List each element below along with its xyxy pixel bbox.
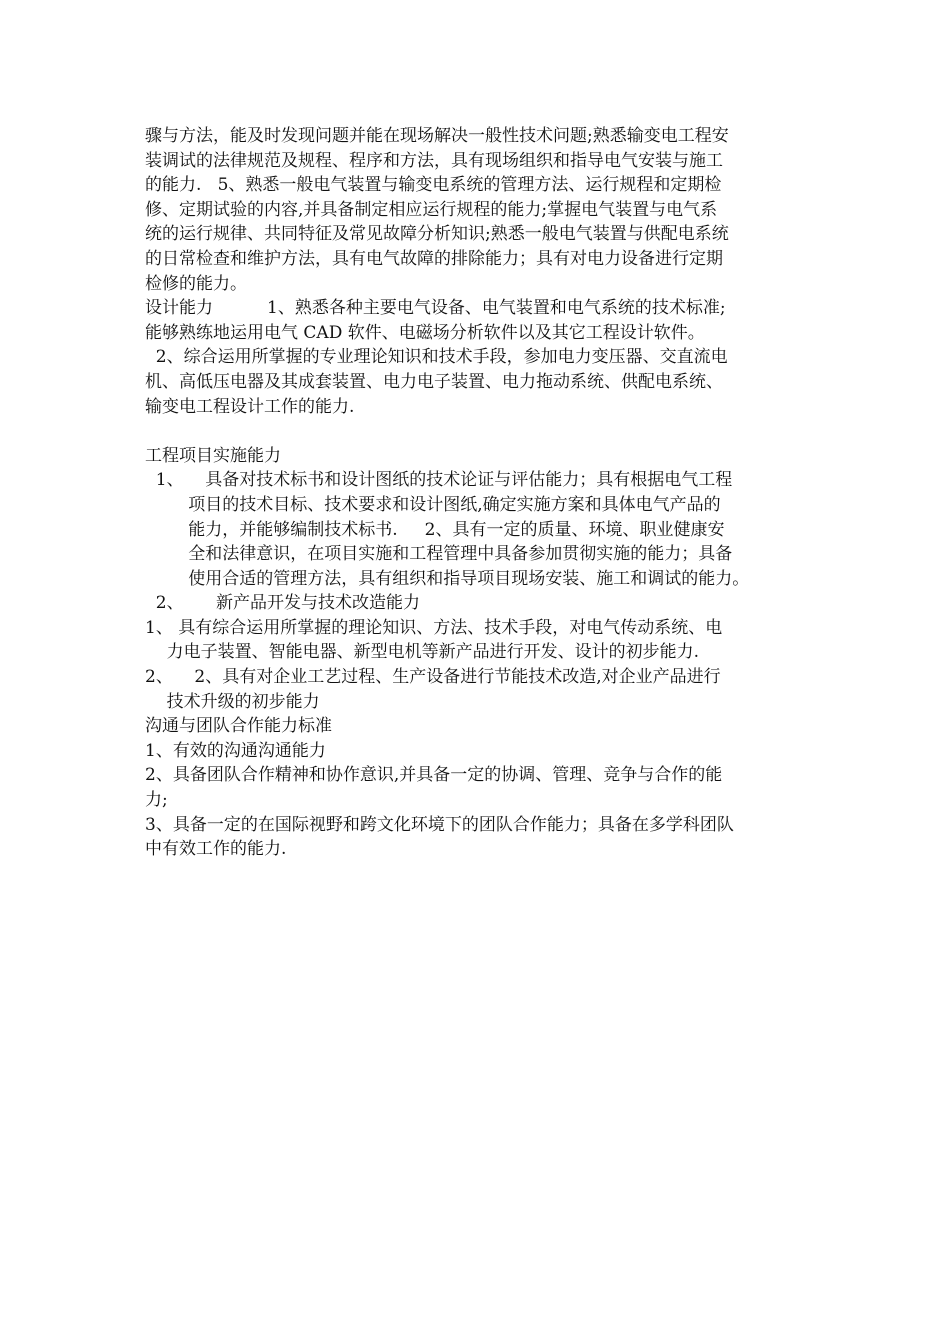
text-line: 2、具备团队合作精神和协作意识,并具备一定的协调、管理、竞争与合作的能 <box>145 765 723 786</box>
section-heading: 工程项目实施能力 <box>145 445 281 466</box>
teamwork-section <box>145 714 810 862</box>
text-line: 中有效工作的能力. <box>145 839 287 860</box>
text-line: 装调试的法律规范及规程、程序和方法，具有现场组织和指导电气安装与施工 <box>145 150 723 171</box>
text-line: 3、具备一定的在国际视野和跨文化环境下的团队合作能力；具备在多学科团队 <box>145 814 734 835</box>
design-section <box>145 296 810 419</box>
text-line: 能够熟练地运用电气 CAD 软件、电磁场分析软件以及其它工程设计软件。 <box>145 322 705 343</box>
project-section <box>145 444 810 715</box>
text-line: 力电子装置、智能电器、新型电机等新产品进行开发、设计的初步能力. <box>145 642 700 663</box>
text-line: 使用合适的管理方法，具有组织和指导项目现场安装、施工和调试的能力。 <box>145 568 750 589</box>
paragraph-gap <box>145 419 810 444</box>
intro-paragraph <box>145 124 810 296</box>
text-line: 1、 具有综合运用所掌握的理论知识、方法、技术手段，对电气传动系统、电 <box>145 617 723 638</box>
document-page <box>145 124 810 862</box>
text-line: 能力，并能够编制技术标书. 2、具有一定的质量、环境、职业健康安 <box>145 519 725 540</box>
text-line: 技术升级的初步能力 <box>145 691 320 712</box>
text-line: 修、定期试验的内容,并具备制定相应运行规程的能力;掌握电气装置与电气系 <box>145 199 718 220</box>
text-line: 统的运行规律、共同特征及常见故障分析知识;熟悉一般电气装置与供配电系统 <box>145 224 729 245</box>
text-line: 输变电工程设计工作的能力. <box>145 396 355 417</box>
text-line: 骤与方法，能及时发现问题并能在现场解决一般性技术问题;熟悉输变电工程安 <box>145 126 729 146</box>
text-line: 的日常检查和维护方法，具有电气故障的排除能力；具有对电力设备进行定期 <box>145 248 723 269</box>
text-line: 1、有效的沟通沟通能力 <box>145 740 326 761</box>
text-line: 全和法律意识，在项目实施和工程管理中具备参加贯彻实施的能力；具备 <box>145 544 733 565</box>
text-line: 检修的能力。 <box>145 273 247 294</box>
text-line: 项目的技术目标、技术要求和设计图纸,确定实施方案和具体电气产品的 <box>145 494 721 515</box>
text-line: 2、 2、具有对企业工艺过程、生产设备进行节能技术改造,对企业产品进行 <box>145 667 721 688</box>
text-line: 2、 新产品开发与技术改造能力 <box>145 593 421 614</box>
text-line: 1、 具备对技术标书和设计图纸的技术论证与评估能力；具有根据电气工程 <box>145 470 733 491</box>
section-heading: 沟通与团队合作能力标准 <box>145 716 332 737</box>
text-line: 力; <box>145 790 168 811</box>
text-line: 设计能力 1、熟悉各种主要电气设备、电气装置和电气系统的技术标准; <box>145 298 726 319</box>
text-line: 的能力. 5、熟悉一般电气装置与输变电系统的管理方法、运行规程和定期检 <box>145 175 722 196</box>
text-line: 2、综合运用所掌握的专业理论知识和技术手段，参加电力变压器、交直流电 <box>145 347 728 368</box>
text-line: 机、高低压电器及其成套装置、电力电子装置、电力拖动系统、供配电系统、 <box>145 371 723 392</box>
